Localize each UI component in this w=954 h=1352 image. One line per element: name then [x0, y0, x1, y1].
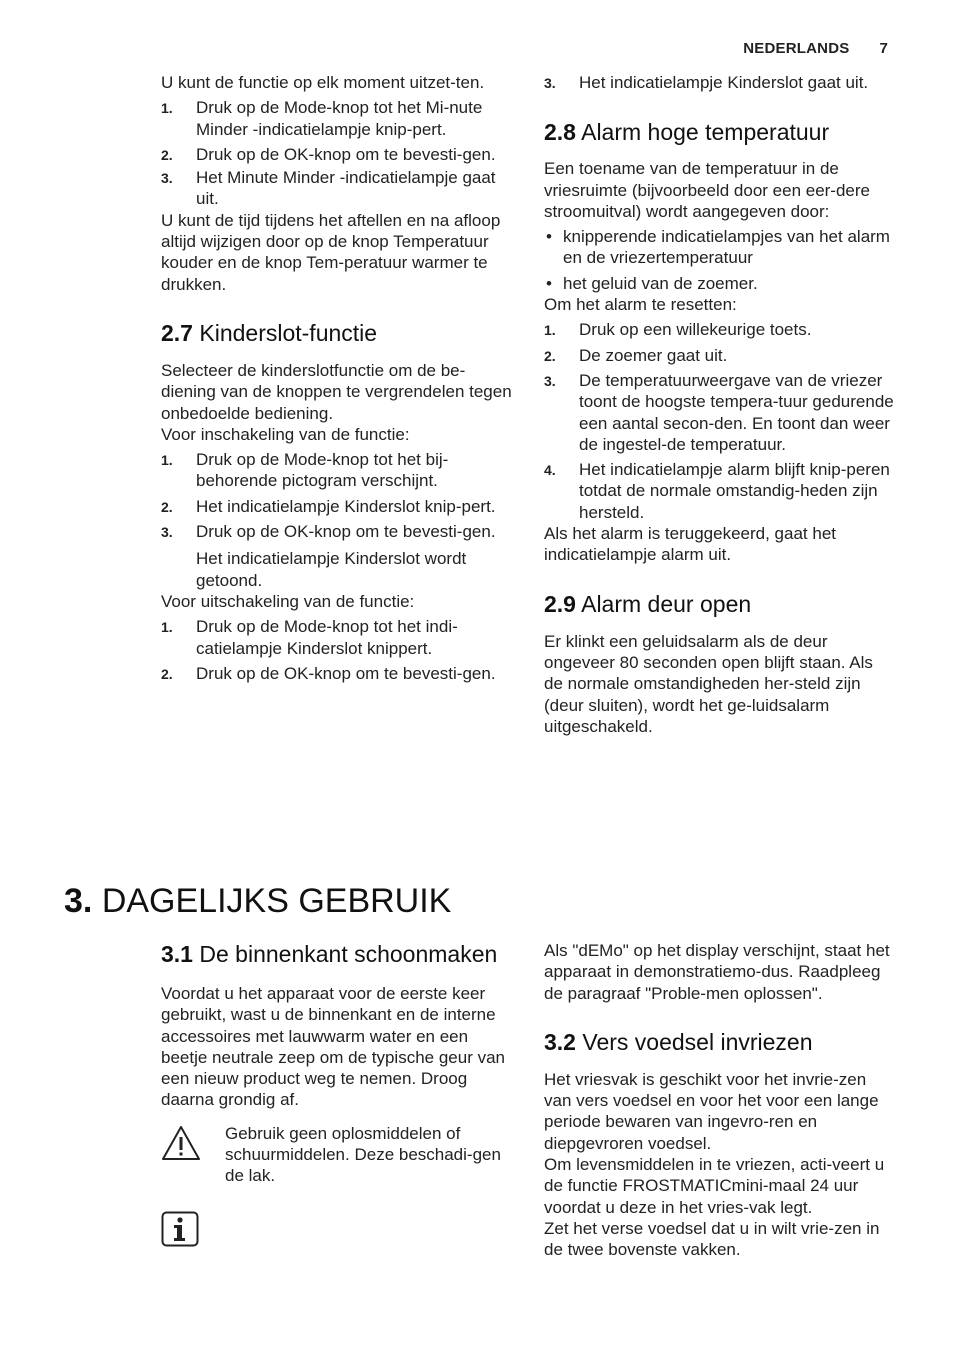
section-heading-3-2: [544, 1028, 896, 1056]
step-text: De zoemer gaat uit.: [579, 345, 728, 365]
section-title: Alarm deur open: [581, 590, 752, 617]
step-text: Het indicatielampje alarm blijft knip-peren totdat de normale omstandig-heden zijn hersteld.: [579, 460, 890, 522]
step-number: 1.: [544, 322, 556, 339]
chapter-number: 3.: [64, 882, 93, 920]
header-language: NEDERLANDS: [743, 40, 850, 57]
list-item: [161, 449, 513, 492]
intro-paragraph: U kunt de functie op elk moment uitzet-ten.: [161, 73, 485, 92]
step-text: Het Minute Minder -indicatielampje gaat uit.: [196, 168, 496, 209]
step-text: Druk op de Mode-knop tot het indi-catielampje Kinderslot knippert.: [196, 617, 458, 658]
list-item: [161, 167, 513, 210]
right-column-top: [544, 72, 896, 737]
list-item: [544, 459, 896, 523]
step-number: 3.: [161, 524, 173, 541]
step-text: Het indicatielampje Kinderslot knip-pert.: [196, 496, 496, 516]
step-number: 2.: [544, 347, 556, 364]
reset-label: Om het alarm te resetten:: [544, 295, 737, 315]
list-item: [544, 226, 896, 269]
step-text: Druk op de OK-knop om te bevesti-gen.: [196, 663, 496, 683]
chapter-title: DAGELIJKS GEBRUIK: [101, 882, 452, 920]
step-text: De temperatuurweergave van de vriezer toont de hoogste tempera-tuur gedurende een aantal secon-den. En toont dan weer de ingestel-de temperatuur.: [579, 370, 894, 454]
chapter-heading: [64, 880, 451, 922]
page-header: [743, 38, 888, 59]
warning-text: Gebruik geen oplosmiddelen of schuurmiddelen. Deze beschadi-gen de lak.: [225, 1123, 501, 1186]
warning-notice: [161, 1123, 513, 1187]
info-icon: [161, 1232, 199, 1251]
step-number: 1.: [161, 619, 173, 636]
step-number: 3.: [161, 170, 173, 187]
step-number: 2.: [161, 498, 173, 515]
freezer-paragraph-1: Het vriesvak is geschikt voor het invrie-zen van vers voedsel en voor het voor een lange periode bewaren van ingevro-ren en diepgevroren voedsel.: [544, 1069, 879, 1153]
step-text: Het indicatielampje Kinderslot gaat uit.: [579, 73, 869, 92]
section-title: Kinderslot-functie: [199, 319, 378, 346]
page-number: 7: [879, 40, 888, 57]
step-text: Druk op de Mode-knop tot het bij-behorende pictogram verschijnt.: [196, 450, 449, 491]
step-text: Druk op een willekeurige toets.: [579, 320, 812, 340]
right-column-bottom: [544, 940, 896, 1261]
section-title: Vers voedsel invriezen: [582, 1028, 813, 1055]
list-item: [161, 496, 513, 517]
section-heading-2-7: [161, 319, 513, 347]
section-heading-3-1: [161, 940, 513, 968]
childlock-paragraph: Selecteer de kinderslotfunctie om de be-diening van de knoppen te vergrendelen tegen onbedoelde bediening.: [161, 360, 512, 423]
list-item: [161, 663, 513, 684]
left-column-top: [161, 72, 513, 684]
step-text: Druk op de Mode-knop tot het Mi-nute Minder -indicatielampje knip-pert.: [196, 98, 483, 139]
childlock-shown-note: Het indicatielampje Kinderslot wordt getoond.: [196, 549, 467, 590]
list-item: [161, 616, 513, 659]
section-number: 2.7: [161, 319, 193, 346]
bullet-dot: •: [546, 227, 552, 247]
list-item: [161, 144, 513, 165]
section-title: De binnenkant schoonmaken: [199, 941, 498, 967]
section-number: 3.2: [544, 1028, 576, 1055]
alarm-indicators-list: [544, 226, 896, 294]
section-title: Alarm hoge temperatuur: [581, 119, 830, 146]
temperature-alarm-paragraph: Een toename van de temperatuur in de vriesruimte (bijvoorbeeld door een eer-dere stroomuitval) wordt aangegeven door:: [544, 159, 870, 221]
list-item: [544, 370, 896, 455]
door-alarm-paragraph: Er klinkt een geluidsalarm als de deur ongeveer 80 seconden open blijft staan. Als de normale omstandigheden her-steld zijn (deur sluiten), wordt het ge-luidsalarm uitgeschakeld.: [544, 631, 873, 736]
step-number: 1.: [161, 100, 173, 117]
list-item: [161, 521, 513, 542]
childlock-on-steps: [161, 449, 513, 542]
step-number: 3.: [544, 75, 556, 91]
disable-label: Voor uitschakeling van de functie:: [161, 591, 415, 611]
childlock-off-steps: [161, 616, 513, 684]
list-item: [161, 97, 513, 140]
bullet-text: het geluid van de zoemer.: [563, 273, 758, 293]
section-number: 3.1: [161, 941, 193, 967]
step-number: 2.: [161, 146, 173, 163]
step-number: 1.: [161, 452, 173, 469]
freezer-paragraph-2: Om levensmiddelen in te vriezen, acti-veert u de functie FROSTMATICmini-maal 24 uur voordat u deze in het vries-vak legt.: [544, 1155, 885, 1217]
list-item: [544, 273, 896, 294]
alarm-reset-steps: [544, 319, 896, 523]
childlock-continued-steps: [544, 72, 896, 93]
list-item: [544, 72, 896, 93]
section-number: 2.9: [544, 590, 576, 617]
enable-label: Voor inschakeling van de functie:: [161, 424, 410, 444]
list-item: [544, 345, 896, 366]
bullet-text: knipperende indicatielampjes van het alarm en de vriezertemperatuur: [563, 227, 890, 268]
list-item: [544, 319, 896, 340]
time-change-paragraph: U kunt de tijd tijdens het aftellen en na afloop altijd wijzigen door op de knop Temperatuur kouder en de knop Tem-peratuur warmer te drukken.: [161, 210, 501, 294]
warning-triangle-icon: [161, 1125, 201, 1166]
step-number: 3.: [544, 372, 556, 389]
freezer-paragraph-3: Zet het verse voedsel dat u in wilt vrie-zen in de twee bovenste vakken.: [544, 1218, 880, 1260]
section-number: 2.8: [544, 119, 576, 146]
info-notice: [161, 1211, 513, 1252]
cleaning-paragraph: Voordat u het apparaat voor de eerste keer gebruikt, wast u de binnenkant en de interne accessoires met lauwwarm water en een beetje neutrale zeep om de typische geur van een nieuw product weg te nemen. Droog daarna grondig af.: [161, 984, 506, 1110]
step-number: 2.: [161, 665, 173, 682]
section-heading-2-8: [544, 118, 896, 146]
demo-mode-paragraph: Als "dEMo" op het display verschijnt, staat het apparaat in demonstratiemo-dus. Raadpleeg de paragraaf "Proble-men oplossen".: [544, 941, 890, 1003]
step-text: Druk op de OK-knop om te bevesti-gen.: [196, 522, 496, 542]
step-text: Druk op de OK-knop om te bevesti-gen.: [196, 144, 496, 164]
minute-minder-steps: [161, 97, 513, 209]
step-number: 4.: [544, 462, 556, 479]
left-column-bottom: [161, 940, 513, 1252]
alarm-closing-paragraph: Als het alarm is teruggekeerd, gaat het indicatielampje alarm uit.: [544, 524, 836, 565]
section-heading-2-9: [544, 590, 896, 618]
bullet-dot: •: [546, 273, 552, 293]
